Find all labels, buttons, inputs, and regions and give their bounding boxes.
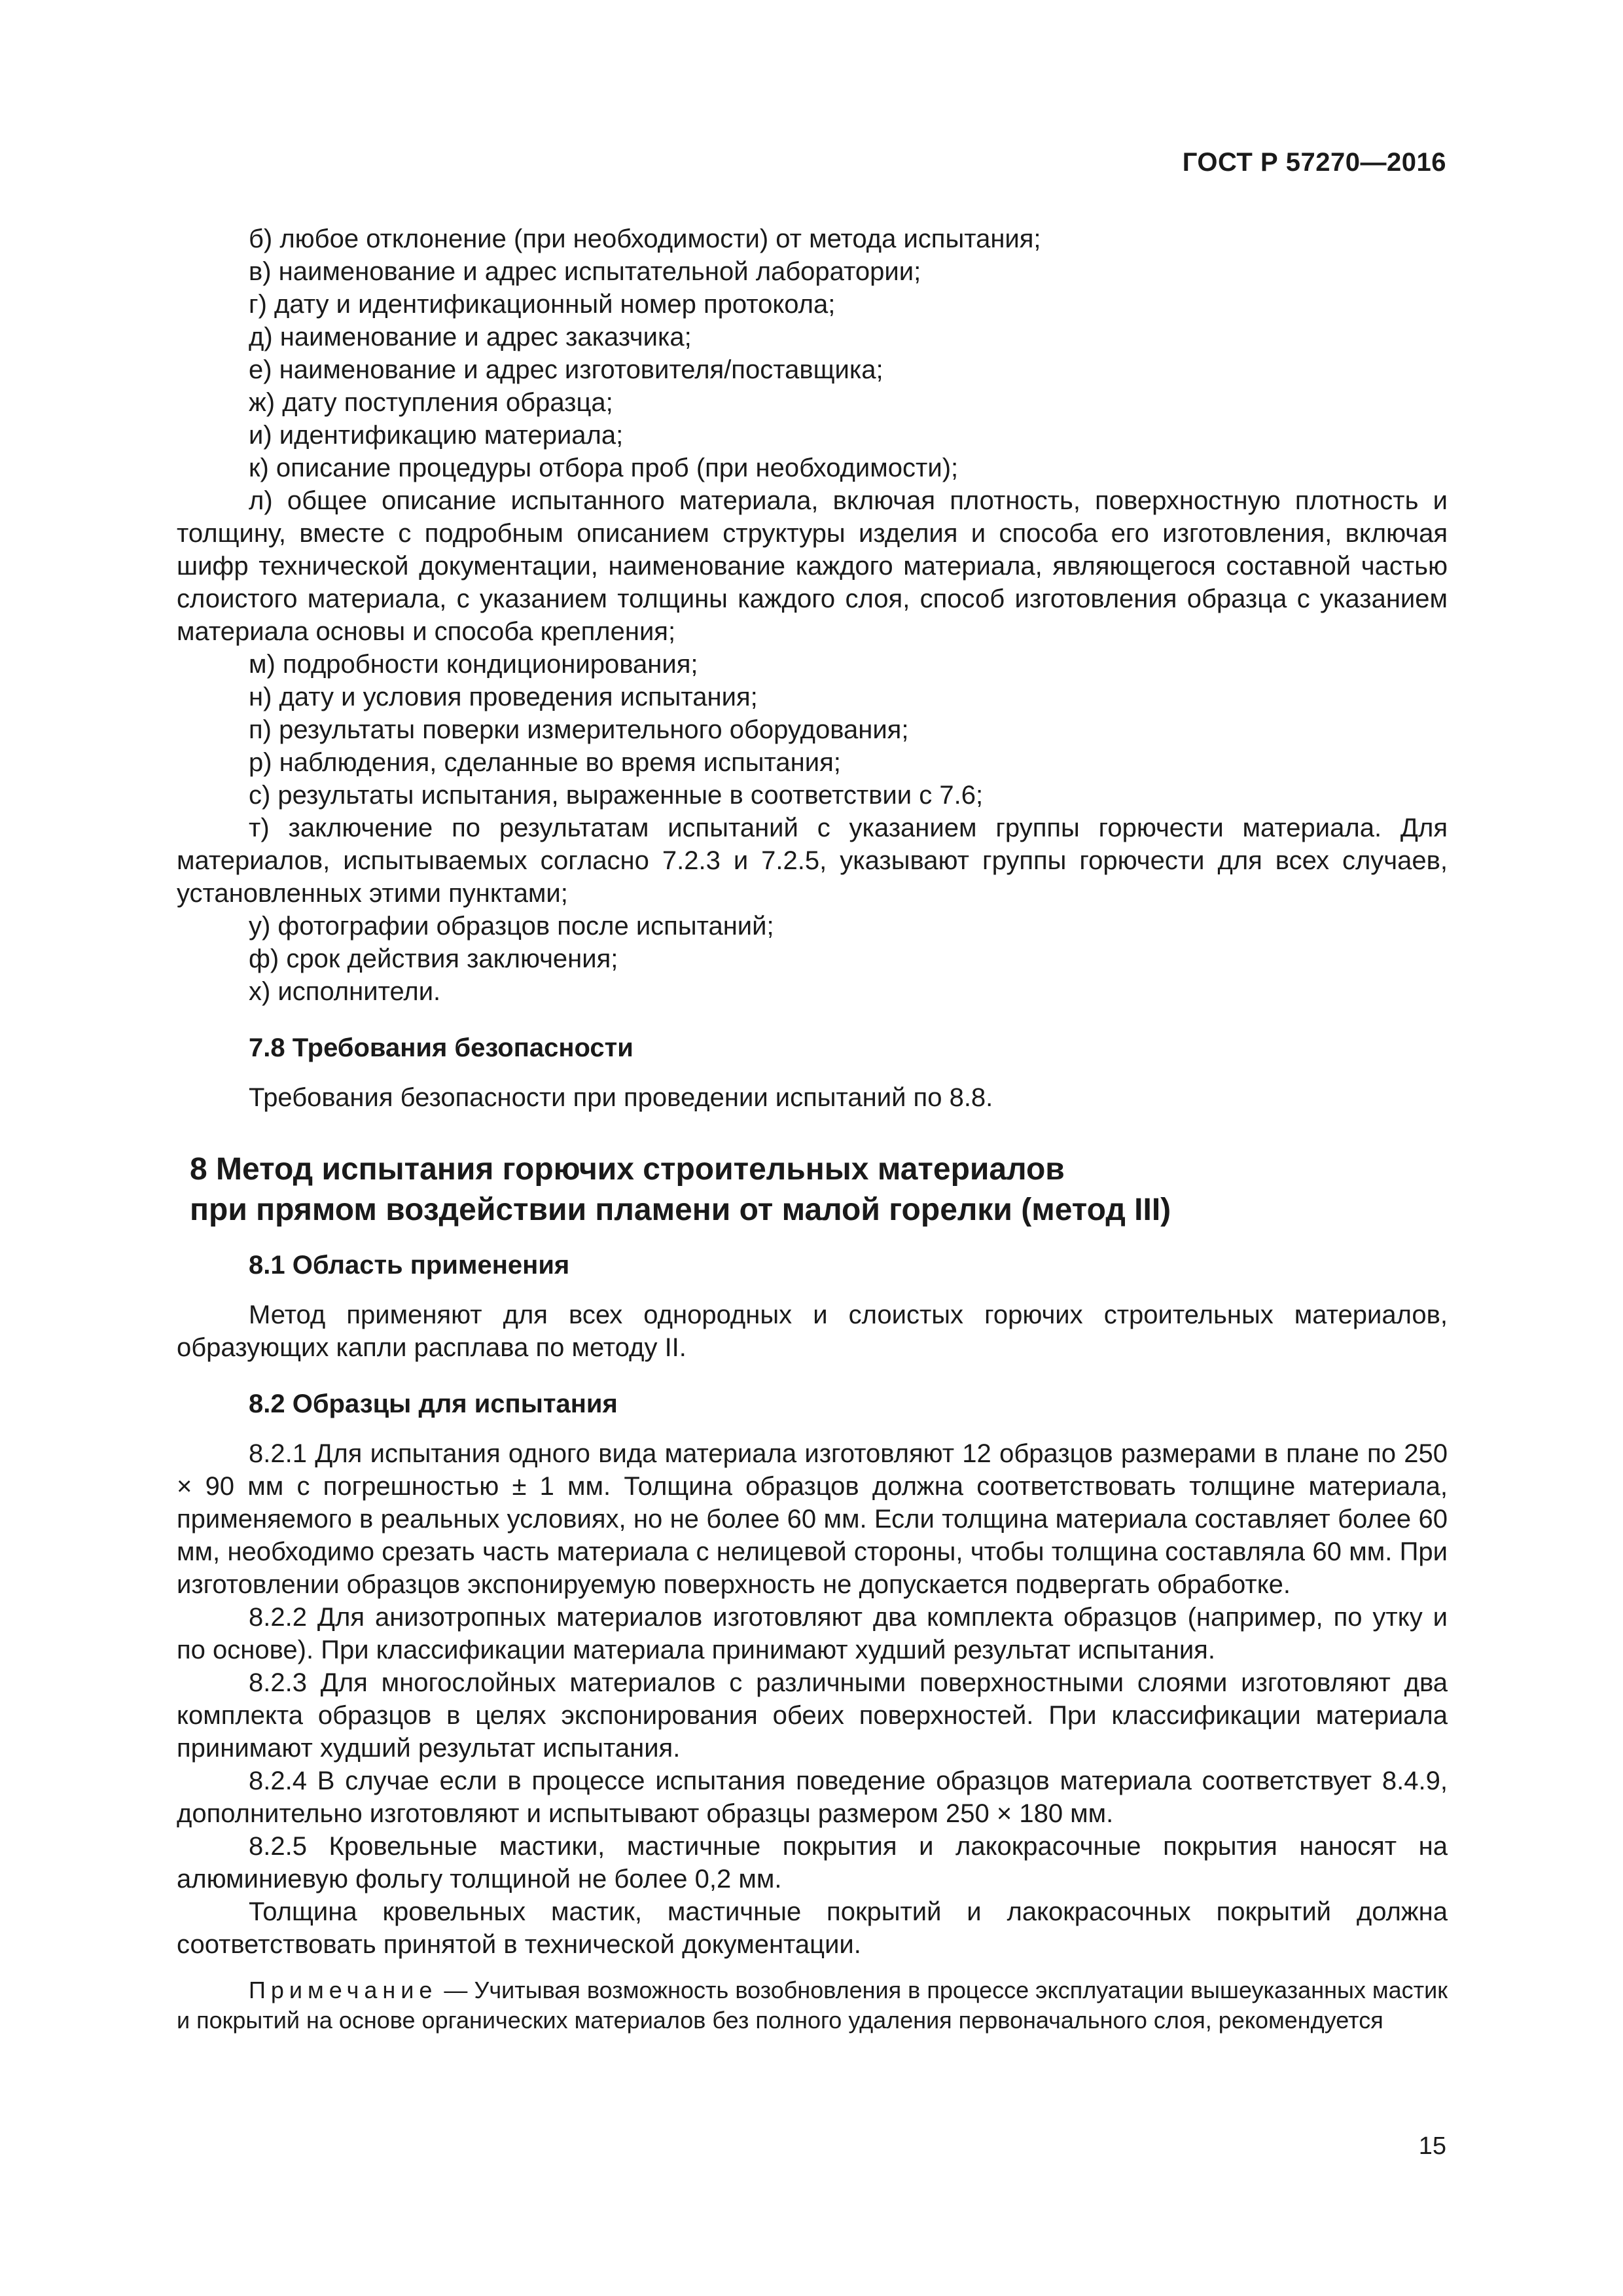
paragraph-8-2-4: 8.2.4 В случае если в процессе испытания поведение образцов материала соответствует 8.4.9, дополнительно изготовляют и испытывают образцы размером 250 × 180 мм.: [177, 1767, 1448, 1828]
list-item-l: л) общее описание испытанного материала, включая плотность, поверхностную плотность и толщину, вместе с подробным описанием структуры изделия и способа его изготовления, включая шифр технической документации, наименование каждого материала, являющегося составной частью слоистого материала, с указанием толщины каждого слоя, способ изготовления образца с указанием материала основы и способа крепления;: [177, 486, 1448, 646]
section-8-heading-line1: 8 Метод испытания горючих строительных материалов: [190, 1152, 1065, 1187]
list-item-u: у) фотографии образцов после испытаний;: [249, 912, 774, 941]
paragraph-8-2-5: 8.2.5 Кровельные мастики, мастичные покрытия и лакокрасочные покрытия наносят на алюминиевую фольгу толщиной не более 0,2 мм.: [177, 1832, 1448, 1893]
section-8-1-heading: 8.1 Область применения: [249, 1251, 570, 1280]
list-item-n: н) дату и условия проведения испытания;: [249, 683, 758, 711]
list-item-r: р) наблюдения, сделанные во время испытания;: [249, 748, 841, 777]
list-item-d: д) наименование и адрес заказчика;: [249, 323, 692, 351]
section-8-2-heading: 8.2 Образцы для испытания: [249, 1390, 618, 1418]
list-item-s: с) результаты испытания, выраженные в соответствии с 7.6;: [249, 781, 984, 810]
note-text: Учитывая возможность возобновления в процессе эксплуатации вышеуказанных мастик и покрытий на основе органических материалов без полного удаления первоначального слоя, рекомендуется: [177, 1977, 1448, 2034]
page-content: [177, 223, 1448, 2036]
section-8-heading: [177, 1149, 1448, 1230]
paragraph-8-2-1: 8.2.1 Для испытания одного вида материала изготовляют 12 образцов размерами в плане по 250 × 90 мм с погрешностью ± 1 мм. Толщина образцов должна соответствовать толщине материала, применяемого в реальных условиях, но не более 60 мм. Если толщина материала составляет более 60 мм, необходимо срезать часть материала с нелицевой стороны, чтобы толщина составляла 60 мм. При изготовлении образцов экспонируемую поверхность не допускается подвергать обработке.: [177, 1439, 1448, 1599]
list-item-v: в) наименование и адрес испытательной лаборатории;: [249, 257, 921, 286]
section-7-8-text: Требования безопасности при проведении испытаний по 8.8.: [249, 1083, 993, 1112]
list-item-e: е) наименование и адрес изготовителя/поставщика;: [249, 355, 883, 384]
note-label: Примечание: [249, 1977, 438, 2003]
list-item-t: т) заключение по результатам испытаний с указанием группы горючести материала. Для материалов, испытываемых согласно 7.2.3 и 7.2.5, указывают группы горючести для всех случаев, установленных этими пунктами;: [177, 814, 1448, 908]
paragraph-8-2-5-thickness: Толщина кровельных мастик, мастичные покрытий и лакокрасочных покрытий должна соответствовать принятой в технической документации.: [177, 1897, 1448, 1959]
list-item-i: и) идентификацию материала;: [249, 421, 624, 450]
list-item-b: б) любое отклонение (при необходимости) от метода испытания;: [249, 224, 1041, 253]
page-number: 15: [1418, 2132, 1446, 2160]
section-8-heading-line2: при прямом воздействии пламени от малой горелки (метод III): [190, 1193, 1171, 1227]
list-item-f: ф) срок действия заключения;: [249, 944, 618, 973]
note-dash: —: [437, 1977, 474, 2003]
note-paragraph: [177, 1975, 1448, 2036]
list-item-zh: ж) дату поступления образца;: [249, 388, 613, 417]
list-item-k: к) описание процедуры отбора проб (при необходимости);: [249, 454, 959, 482]
document-code: ГОСТ Р 57270—2016: [1182, 148, 1446, 177]
paragraph-8-2-3: 8.2.3 Для многослойных материалов с различными поверхностными слоями изготовляют два комплекта образцов в целях экспонирования обеих поверхностей. При классификации материала принимают худший результат испытания.: [177, 1668, 1448, 1763]
paragraph-8-2-2: 8.2.2 Для анизотропных материалов изготовляют два комплекта образцов (например, по утку и по основе). При классификации материала принимают худший результат испытания.: [177, 1603, 1448, 1664]
section-8-1-text: Метод применяют для всех однородных и слоистых горючих строительных материалов, образующих капли расплава по методу II.: [177, 1300, 1448, 1362]
section-7-8-heading: 7.8 Требования безопасности: [249, 1033, 633, 1062]
list-item-g: г) дату и идентификационный номер протокола;: [249, 290, 836, 319]
list-item-p: п) результаты поверки измерительного оборудования;: [249, 715, 909, 744]
list-item-kh: х) исполнители.: [249, 977, 441, 1006]
list-item-m: м) подробности кондиционирования;: [249, 650, 698, 679]
